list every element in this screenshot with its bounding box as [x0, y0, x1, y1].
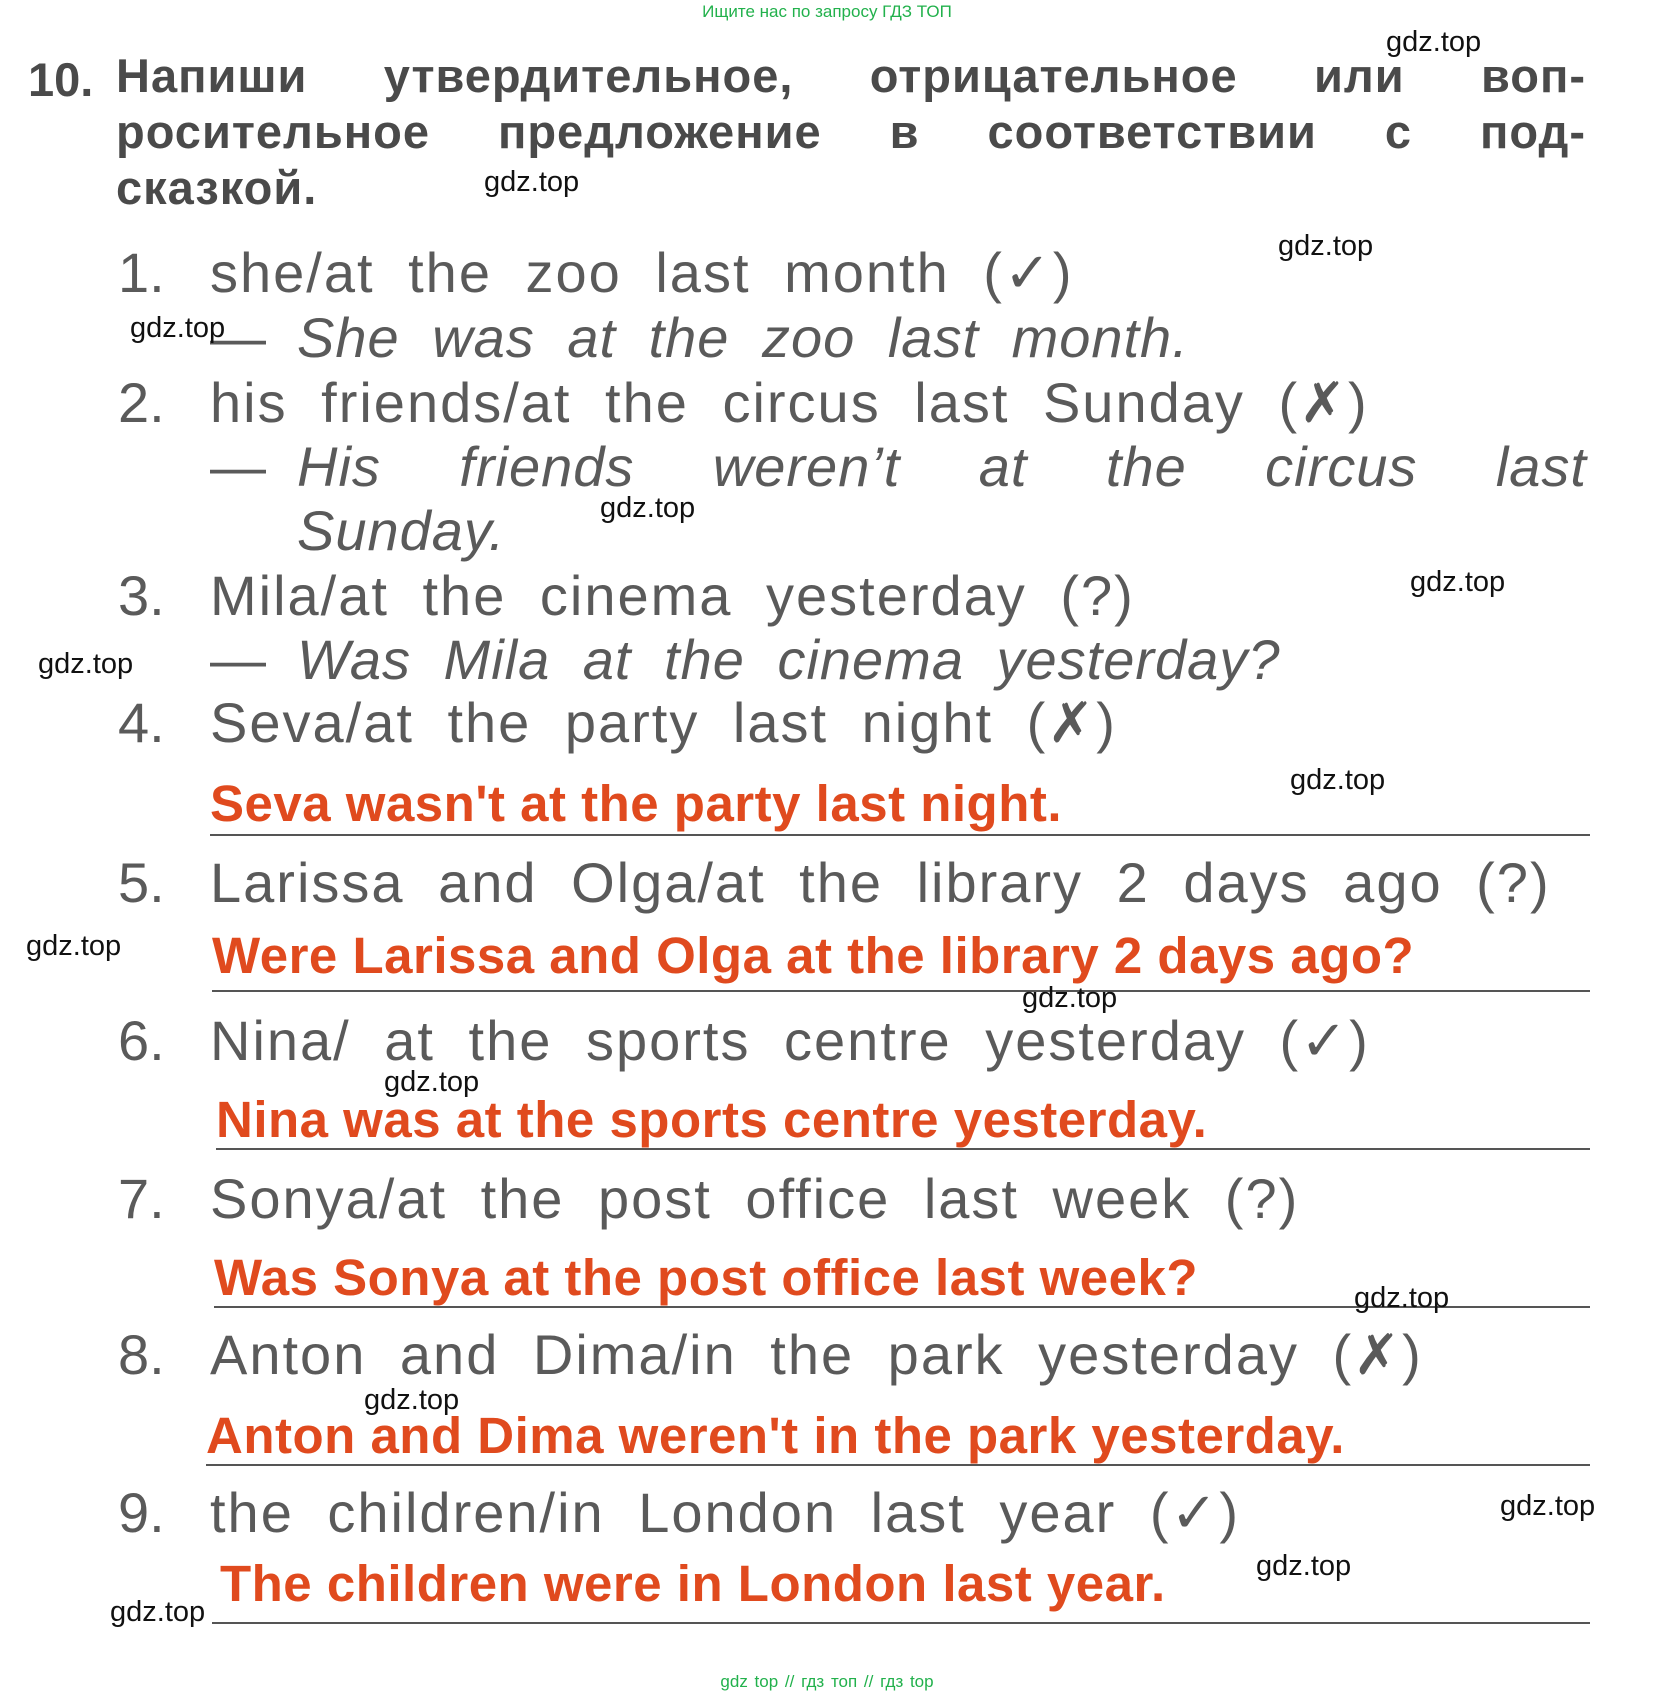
item-number: 6. — [118, 1009, 165, 1072]
exercise-number: 10. — [28, 53, 94, 106]
example-dash: — — [210, 306, 266, 369]
example-answer: She was at the zoo last month. — [297, 306, 1189, 369]
example-dash: — — [210, 628, 266, 691]
answer-text: Seva wasn't at the party last night. — [210, 775, 1063, 832]
answer-text: Was Sonya at the post office last week? — [214, 1249, 1199, 1306]
watermark: gdz.top — [110, 1596, 206, 1628]
watermark: gdz.top — [484, 166, 580, 198]
answer-text: Anton and Dima weren't in the park yesterday. — [206, 1407, 1345, 1464]
example-dash: — — [210, 435, 266, 498]
item-prompt: she/at the zoo last month (✓) — [210, 241, 1074, 304]
item-number: 7. — [118, 1167, 165, 1230]
item-prompt: the children/in London last year (✓) — [210, 1481, 1241, 1544]
item-number: 4. — [118, 691, 165, 754]
item-prompt: Anton and Dima/in the park yesterday (✗) — [210, 1323, 1423, 1386]
item-prompt: Sonya/at the post office last week (?) — [210, 1167, 1300, 1230]
watermark: gdz.top — [130, 312, 226, 344]
watermark: gdz.top — [38, 648, 134, 680]
answer-line — [216, 1148, 1590, 1150]
watermark: gdz.top — [364, 1384, 460, 1416]
item-number: 1. — [118, 241, 165, 304]
item-number: 8. — [118, 1323, 165, 1386]
watermark: gdz.top — [26, 930, 122, 962]
watermark: gdz.top — [1500, 1490, 1596, 1522]
heading-line-2: росительное предложение в соответствии с под- — [116, 105, 1586, 158]
watermark: gdz.top — [384, 1066, 480, 1098]
example-answer-continued: Sunday. — [297, 499, 506, 562]
watermark: gdz.top — [1354, 1282, 1450, 1314]
answer-line — [212, 990, 1590, 992]
watermark: gdz.top — [1278, 230, 1374, 262]
heading-line-3: сказкой. — [116, 161, 318, 214]
answer-text: Were Larissa and Olga at the library 2 days ago? — [212, 927, 1415, 984]
heading-line-1: Напиши утвердительное, отрицательное или воп- — [116, 49, 1586, 102]
answer-text: The children were in London last year. — [220, 1555, 1166, 1612]
watermark: gdz.top — [1386, 26, 1482, 58]
answer-text: Nina was at the sports centre yesterday. — [216, 1091, 1208, 1148]
watermark: gdz.top — [1256, 1550, 1352, 1582]
example-answer: His friends weren’t at the circus last — [297, 435, 1587, 498]
item-number: 5. — [118, 851, 165, 914]
item-prompt: Nina/ at the sports centre yesterday (✓) — [210, 1009, 1370, 1072]
watermark: gdz.top — [600, 492, 696, 524]
answer-line — [210, 834, 1590, 836]
watermark: gdz.top — [1022, 982, 1118, 1014]
answer-line — [206, 1464, 1590, 1466]
item-prompt: Seva/at the party last night (✗) — [210, 691, 1117, 754]
watermark: gdz.top — [1290, 764, 1386, 796]
item-number: 2. — [118, 371, 165, 434]
item-prompt: Mila/at the cinema yesterday (?) — [210, 564, 1135, 627]
example-answer: Was Mila at the cinema yesterday? — [297, 628, 1281, 691]
footer-note: gdz top // гдз топ // гдз top — [720, 1672, 934, 1691]
answer-line — [212, 1622, 1590, 1624]
watermark: gdz.top — [1410, 566, 1506, 598]
item-prompt: Larissa and Olga/at the library 2 days ago (?) — [210, 851, 1551, 914]
item-number: 9. — [118, 1481, 165, 1544]
site-note: Ищите нас по запросу ГДЗ ТОП — [702, 2, 952, 21]
item-prompt: his friends/at the circus last Sunday (✗) — [210, 371, 1369, 434]
item-number: 3. — [118, 564, 165, 627]
